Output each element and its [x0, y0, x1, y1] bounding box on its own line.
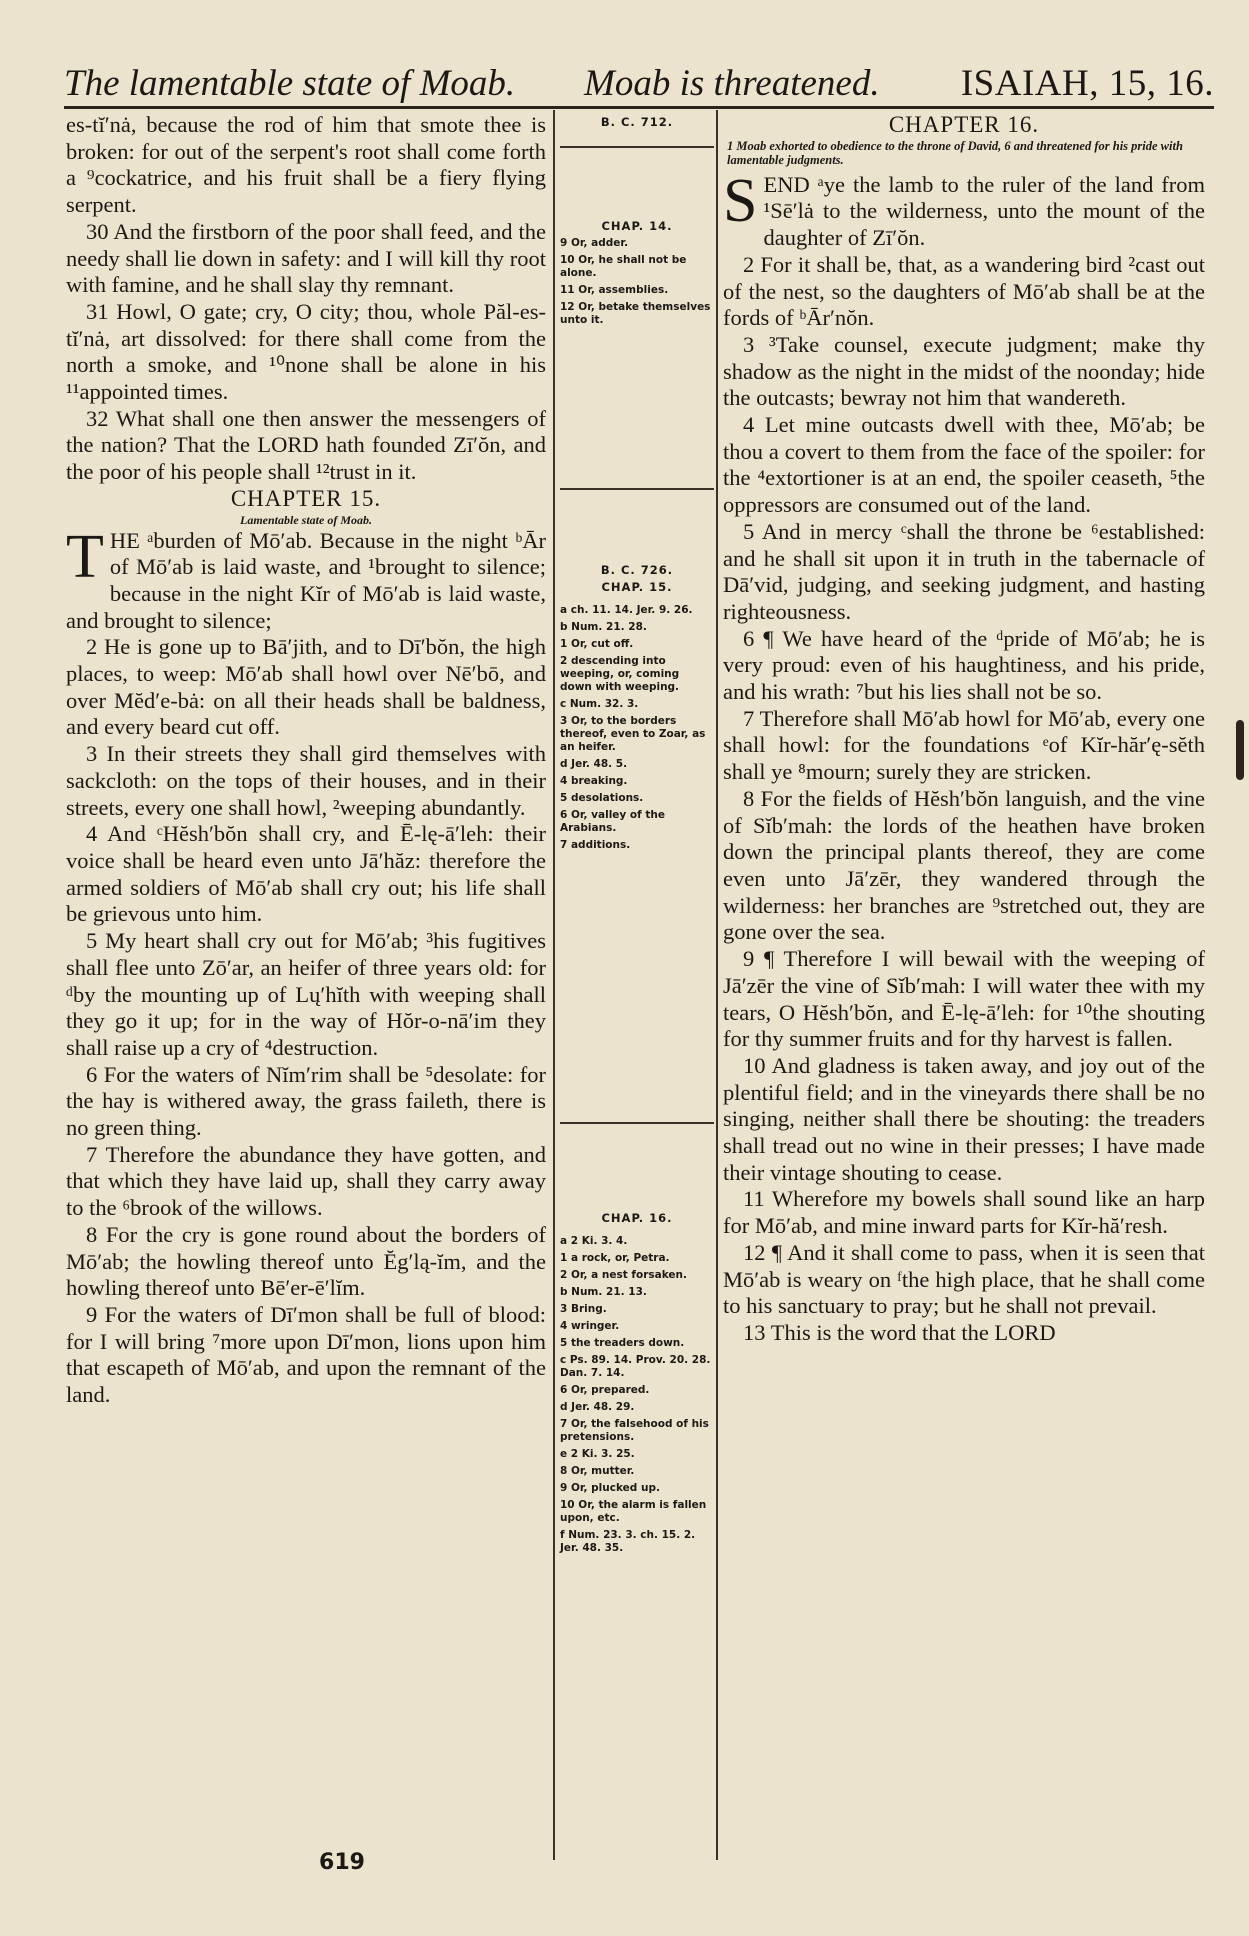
verse-text: SEND ᵃye the lamb to the ruler of the land from ¹Sē′lȧ to the wilderness, unto the mount of the daughter of Zī′ŏn. — [723, 166, 1205, 251]
verse-text: 7 Therefore shall Mō′ab howl for Mō′ab, every one shall howl: for the foundations ᵉof Kĭr-hăr′ę-sĕth shall ye ⁸mourn; surely they are stricken. — [723, 705, 1205, 785]
margin-note: a 2 Ki. 3. 4. — [560, 1235, 628, 1247]
margin-note: 2 Or, a nest forsaken. — [560, 1269, 688, 1281]
margin-note: a ch. 11. 14. Jer. 9. 26. — [560, 604, 693, 616]
verse-text: 10 And gladness is taken away, and joy out of the plentiful field; and in the vineyards there shall be no singing, neither shall there be shouting: the treaders shall tread out no wine in their presses; I have made their vintage shouting to cease. — [723, 1052, 1205, 1185]
margin-note: 6 Or, prepared. — [560, 1384, 650, 1396]
margin-note: 5 the treaders down. — [560, 1337, 685, 1349]
margin-note: 10 Or, the alarm is fallen upon, etc. — [560, 1499, 707, 1524]
verse-text: 4 Let mine outcasts dwell with thee, Mō′ab; be thou a covert to them from the face of the spoiler: for the ⁴extortioner is at an end, the spoiler ceaseth, ⁵the oppressors are consumed out of the land. — [723, 412, 1205, 518]
margin-note: 4 breaking. — [560, 775, 628, 787]
chapter-15-heading: CHAPTER 15. — [230, 485, 382, 511]
verse-text: 9 ¶ Therefore I will bewail with the weeping of Jā′zēr the vine of Sĭb′mah: I will water thee with my tears, O Hĕsh′bŏn, and Ē-lę-ā′leh: for ¹⁰the shouting for thy summer fruits and for thy harvest is fallen. — [723, 946, 1205, 1052]
header-left-title: The lamentable state of Moab. — [64, 63, 516, 104]
verse-text: 6 ¶ We have heard of the ᵈpride of Mō′ab; he is very proud: even of his haughtiness, and his pride, and his wrath: ⁷but his lies shall not be so. — [723, 625, 1205, 705]
margin-chapter-label: CHAP. 14. — [601, 219, 673, 233]
margin-rule — [560, 1122, 714, 1124]
chapter-16-heading: CHAPTER 16. — [888, 112, 1040, 137]
verse-text: 12 ¶ And it shall come to pass, when it is seen that Mō′ab is weary on ᶠthe high place, that he shall come to his sanctuary to pray; but he shall not prevail. — [723, 1239, 1205, 1319]
verse-text: 32 What shall one then answer the messengers of the nation? That the LORD hath founded Zī′ŏn, and the poor of his people shall ¹²trust in it. — [66, 405, 546, 485]
page-number: 619 — [319, 1850, 365, 1875]
drop-cap: S — [723, 166, 758, 235]
margin-note: 3 Bring. — [560, 1303, 607, 1315]
verse-text: 31 Howl, O gate; cry, O city; thou, whole Păl-es-tĭ′nȧ, art dissolved: for there shall come from the north a smoke, and ¹⁰none shall be alone in his ¹¹appointed times. — [66, 298, 546, 405]
margin-note: 1 a rock, or, Petra. — [560, 1252, 670, 1264]
verse-text: 4 And ᶜHĕsh′bŏn shall cry, and Ē-lę-ā′leh: their voice shall be heard even unto Jā′hăz: therefore the armed soldiers of Mō′ab shall cry out; his life shall be grievous unto him. — [66, 821, 546, 927]
verse-text: 2 For it shall be, that, as a wandering bird ²cast out of the nest, so the daughters of Mō′ab shall be at the fords of ᵇĀr′nŏn. — [723, 251, 1205, 331]
header-book-chapter: ISAIAH, 15, 16. — [960, 63, 1214, 104]
verse-text: THE ᵃburden of Mō′ab. Because in the night ᵇĀr of Mō′ab is laid waste, and ¹brought to silence; because in the night Kĭr of Mō′ab is laid waste, and brought to silence; — [66, 522, 546, 633]
margin-note: 8 Or, mutter. — [560, 1465, 635, 1477]
margin-note: f Num. 23. 3. ch. 15. 2. Jer. 48. 35. — [560, 1529, 696, 1554]
margin-note: c Num. 32. 3. — [560, 698, 639, 710]
chapter-15-summary: Lamentable state of Moab. — [240, 512, 372, 527]
right-text-column — [723, 112, 1205, 1347]
verse-text: 3 In their streets they shall gird themselves with sackcloth: on the tops of their houses, and in their streets, every one shall howl, ²weeping abundantly. — [66, 741, 546, 820]
margin-note: c Ps. 89. 14. Prov. 20. 28. Dan. 7. 14. — [560, 1354, 711, 1379]
margin-note: 3 Or, to the borders thereof, even to Zoar, as an heifer. — [560, 715, 706, 753]
margin-note: 1 Or, cut off. — [560, 638, 634, 650]
margin-note: 10 Or, he shall not be alone. — [560, 254, 687, 279]
verse-text: 3 ³Take counsel, execute judgment; make thy shadow as the night in the midst of the noonday; hide the outcasts; bewray not him that wandereth. — [723, 331, 1205, 411]
header-center-title: Moab is threatened. — [584, 63, 880, 104]
date-reference: B. C. 712. — [600, 115, 674, 129]
verse-text: 8 For the fields of Hĕsh′bŏn languish, and the vine of Sĭb′mah: the lords of the heathen have broken down the principal plants thereof, they are come even unto Jā′zēr, they wandered through the wilderness: her branches are ⁹stretched out, they are gone over the sea. — [723, 785, 1205, 945]
verse-text: 11 Wherefore my bowels shall sound like an harp for Mō′ab, and mine inward parts for Kĭr-hă′resh. — [723, 1186, 1205, 1239]
verse-text: 30 And the firstborn of the poor shall feed, and the needy shall lie down in safety: and I will kill thy root with famine, and he shall slay thy remnant. — [66, 218, 546, 298]
margin-note: 6 Or, valley of the Arabians. — [560, 809, 665, 834]
margin-note: b Num. 21. 13. — [560, 1286, 647, 1298]
margin-note: 4 wringer. — [560, 1320, 620, 1332]
chapter-16-summary: 1 Moab exhorted to obedience to the throne of David, 6 and threatened for his pride with lamentable judgments. — [727, 138, 1183, 168]
drop-cap: T — [66, 522, 104, 591]
margin-note: 7 Or, the falsehood of his pretensions. — [560, 1418, 709, 1443]
verse-text: 7 Therefore the abundance they have gotten, and that which they have laid up, shall they carry away to the ⁶brook of the willows. — [66, 1141, 546, 1221]
margin-note: d Jer. 48. 29. — [560, 1401, 635, 1413]
column-divider-right — [716, 110, 718, 1860]
page-edge-mark — [1236, 720, 1244, 780]
margin-note: 9 Or, adder. — [560, 237, 629, 249]
date-reference: B. C. 726. — [600, 563, 674, 577]
verse-text: 6 For the waters of Nĭm′rim shall be ⁵desolate: for the hay is withered away, the grass faileth, there is no green thing. — [66, 1061, 546, 1141]
running-header — [64, 58, 1214, 110]
verse-text: 5 And in mercy ᶜshall the throne be ⁶established: and he shall sit upon it in truth in the tabernacle of Dā′vid, judging, and seeking judgment, and hasting righteousness. — [723, 518, 1205, 624]
margin-note: 11 Or, assemblies. — [560, 284, 669, 296]
margin-chapter-label: CHAP. 15. — [601, 580, 673, 594]
verse-text: 8 For the cry is gone round about the borders of Mō′ab; the howling thereof unto Ĕg′lą-ĭm, and the howling thereof unto Bē′er-ē′lĭm. — [66, 1221, 546, 1301]
left-text-column — [66, 112, 546, 1409]
margin-note: d Jer. 48. 5. — [560, 758, 628, 770]
margin-rule — [560, 146, 714, 148]
verse-text: 9 For the waters of Dī′mon shall be full of blood: for I will bring ⁷more upon Dī′mon, lions upon him that escapeth of Mō′ab, and upon the remnant of the land. — [66, 1301, 546, 1408]
verse-text: 5 My heart shall cry out for Mō′ab; ³his fugitives shall flee unto Zō′ar, an heifer of three years old: for ᵈby the mounting up of Lų′hĭth with weeping shall they go it up; for in the way of Hŏr-o-nā′im they shall raise up a cry of ⁴destruction. — [66, 928, 546, 1060]
verse-text: 2 He is gone up to Bā′jith, and to Dī′bŏn, the high places, to weep: Mō′ab shall howl over Nē′bō, and over Mĕd′e-bȧ: on all their heads shall be baldness, and every beard cut off. — [66, 634, 546, 740]
verse-text: 13 This is the word that the LORD — [743, 1319, 1056, 1345]
margin-note: e 2 Ki. 3. 25. — [560, 1448, 635, 1460]
margin-note: b Num. 21. 28. — [560, 621, 647, 633]
margin-note: 9 Or, plucked up. — [560, 1482, 660, 1494]
margin-note: 7 additions. — [560, 839, 631, 851]
margin-note: 2 descending into weeping, or, coming down with weeping. — [560, 655, 680, 693]
column-divider-left — [553, 110, 555, 1860]
margin-chapter-label: CHAP. 16. — [601, 1211, 673, 1225]
header-rule — [64, 106, 1214, 109]
margin-rule — [560, 488, 714, 490]
center-reference-column — [560, 112, 714, 1554]
margin-note: 12 Or, betake themselves unto it. — [560, 301, 711, 326]
margin-note: 5 desolations. — [560, 792, 644, 804]
verse-text: es-tĭ′nȧ, because the rod of him that smote thee is broken: for out of the serpent's root shall come forth a ⁹cockatrice, and his fruit shall be a fiery flying serpent. — [66, 112, 546, 218]
